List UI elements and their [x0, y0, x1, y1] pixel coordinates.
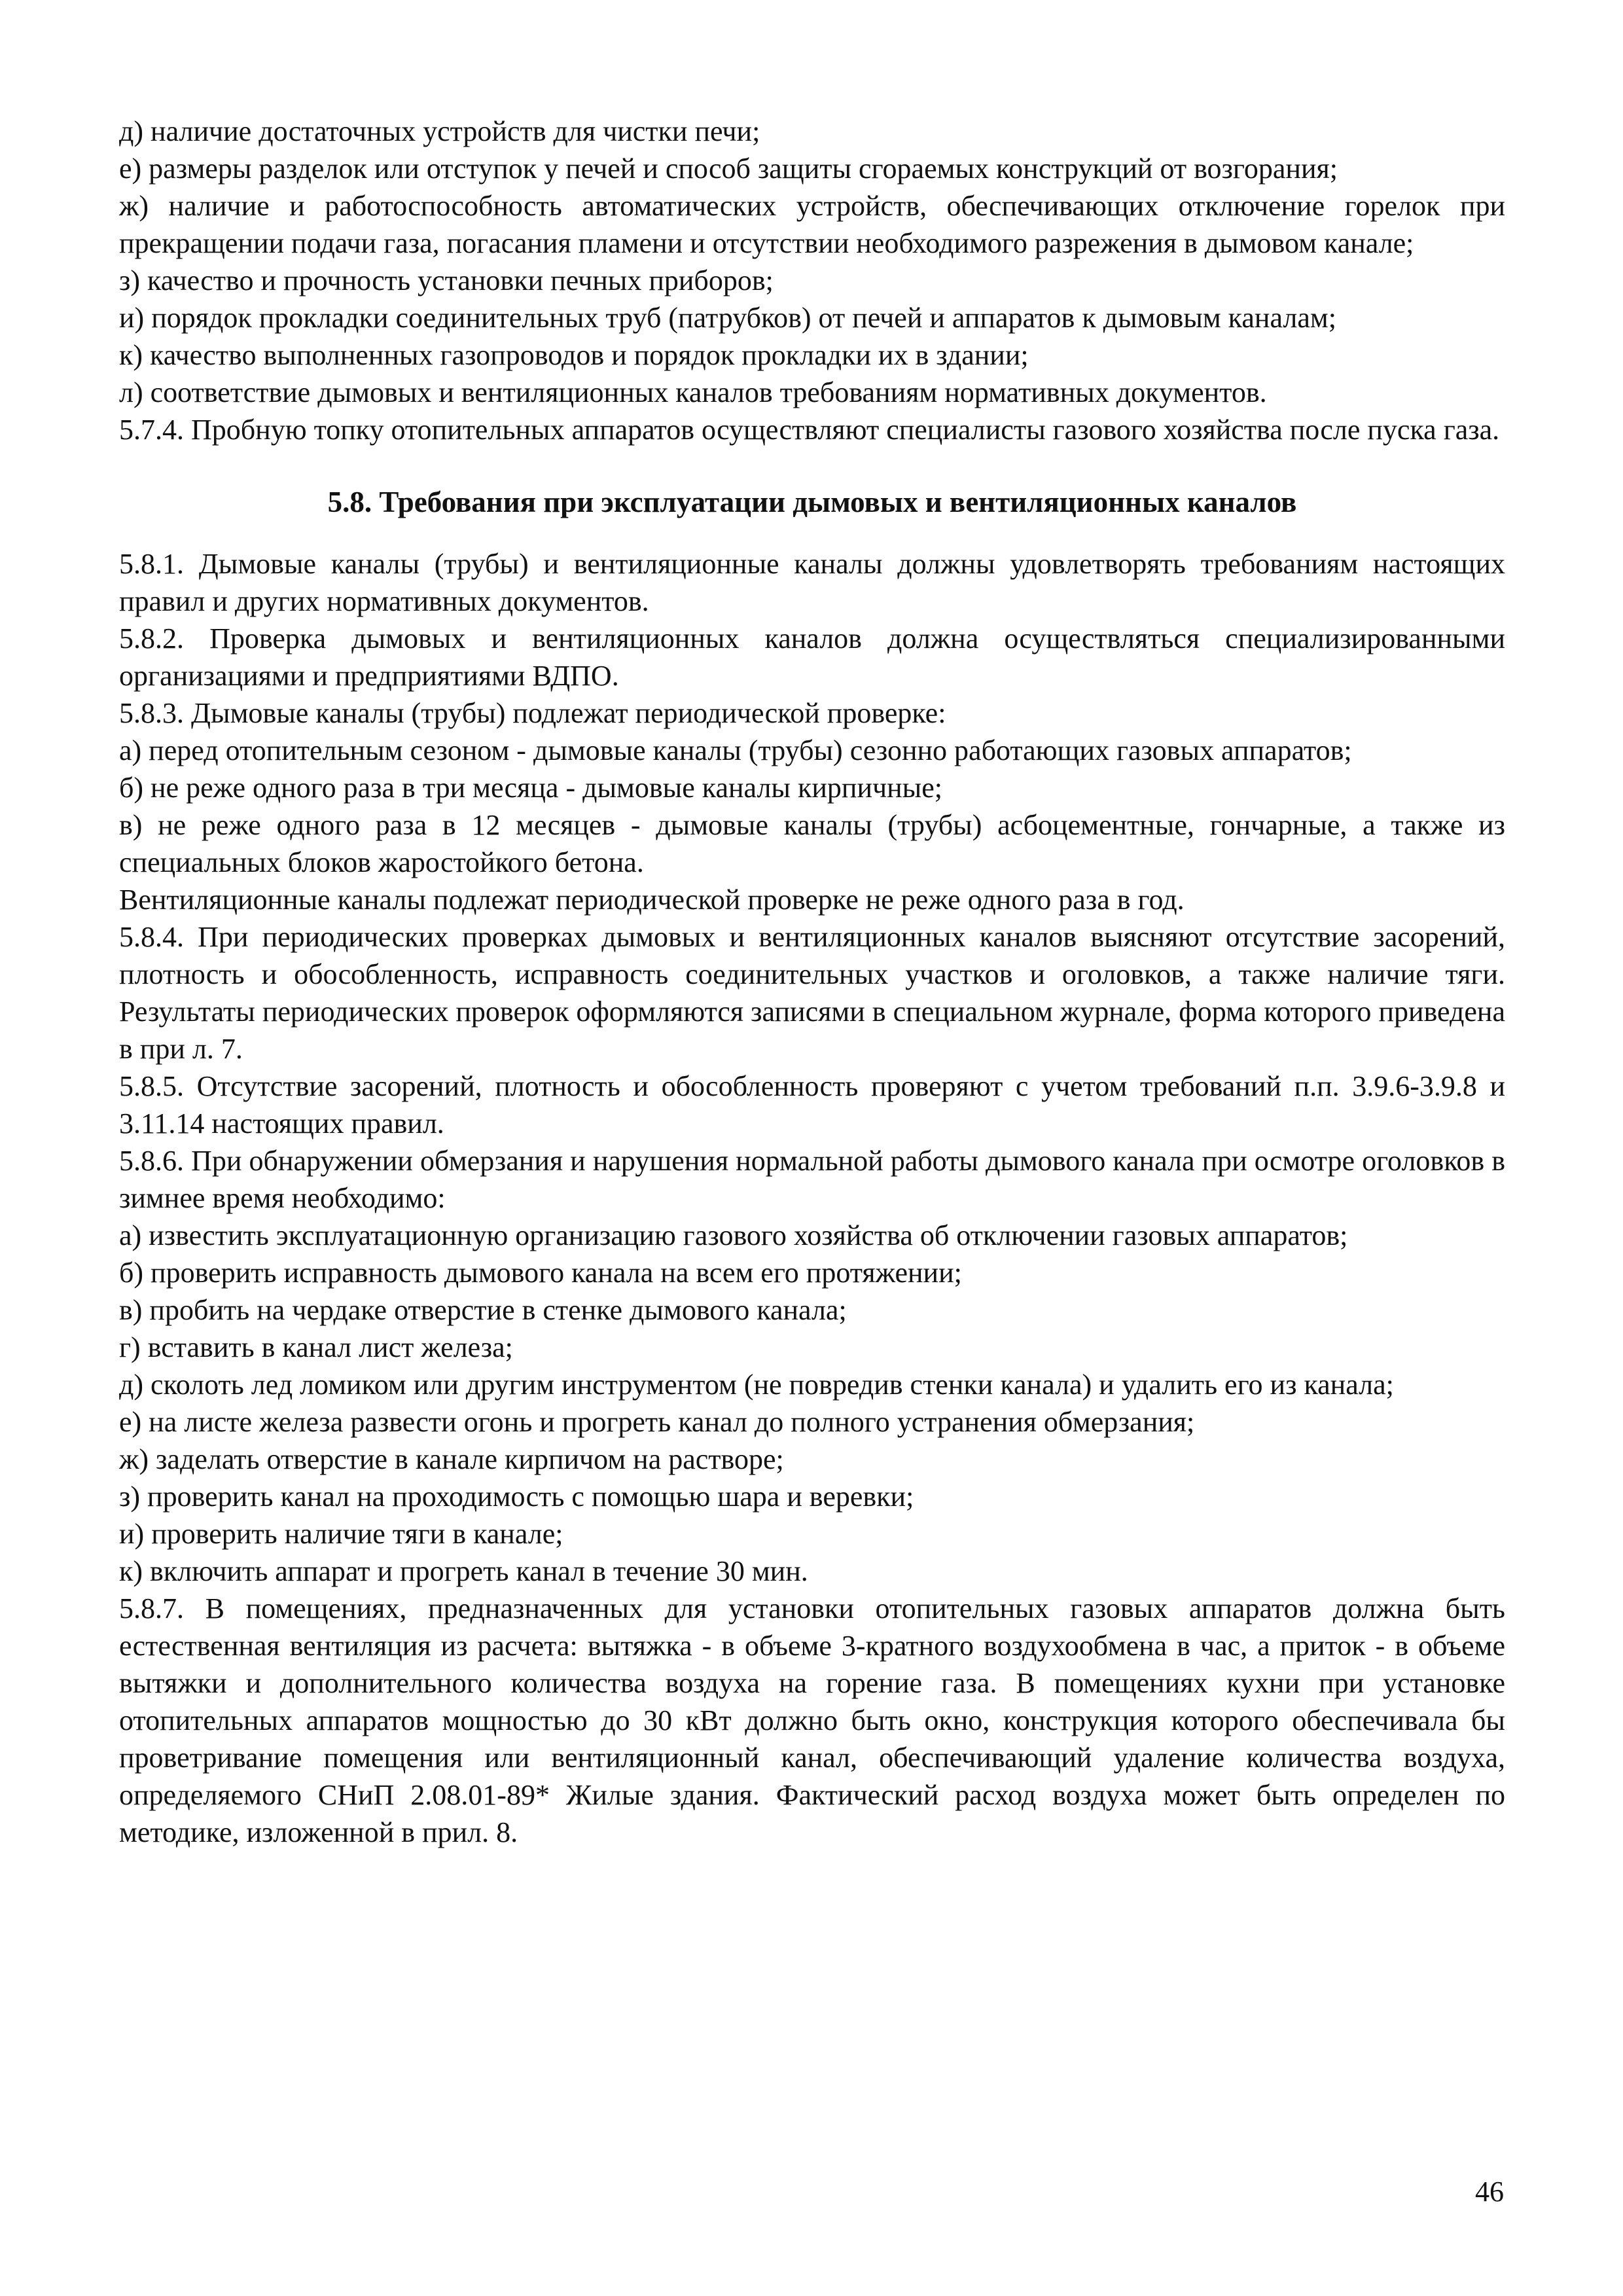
paragraph: б) не реже одного раза в три месяца - дымовые каналы кирпичные;: [119, 772, 942, 804]
section-body: [119, 545, 1505, 1851]
paragraph: е) размеры разделок или отступок у печей и способ защиты сгораемых конструкций от возгорания;: [119, 152, 1338, 185]
top-list: [119, 113, 1505, 448]
paragraph: ж) наличие и работоспособность автоматических устройств, обеспечивающих отключение горелок при прекращении подачи газа, погасания пламени и отсутствии необходимого разрежения в дымовом канале;: [119, 190, 1505, 259]
paragraph: д) наличие достаточных устройств для чистки печи;: [119, 115, 760, 147]
paragraph: 5.8.4. При периодических проверках дымовых и вентиляционных каналов выясняют отсутствие засорений, плотность и обособленность, исправность соединительных участков и оголовков, а также наличие тяги. Результаты периодических проверок оформляются записями в специальном журнале, форма которого приведена в при л. 7.: [119, 921, 1505, 1065]
paragraph: а) известить эксплуатационную организацию газового хозяйства об отключении газовых аппаратов;: [119, 1219, 1348, 1251]
paragraph: к) качество выполненных газопроводов и порядок прокладки их в здании;: [119, 339, 1029, 371]
paragraph: г) вставить в канал лист железа;: [119, 1331, 513, 1363]
page-number: 46: [1475, 2176, 1504, 2208]
paragraph: и) порядок прокладки соединительных труб (патрубков) от печей и аппаратов к дымовым каналам;: [119, 302, 1336, 334]
paragraph: в) не реже одного раза в 12 месяцев - дымовые каналы (трубы) асбоцементные, гончарные, а также из специальных блоков жаростойкого бетона.: [119, 809, 1505, 878]
paragraph: л) соответствие дымовых и вентиляционных каналов требованиям нормативных документов.: [119, 376, 1267, 408]
paragraph: Вентиляционные каналы подлежат периодической проверке не реже одного раза в год.: [119, 884, 1185, 916]
paragraph: ж) заделать отверстие в канале кирпичом на растворе;: [119, 1443, 784, 1475]
paragraph: 5.8.2. Проверка дымовых и вентиляционных каналов должна осуществляться специализированными организациями и предприятиями ВДПО.: [119, 622, 1505, 692]
paragraph: а) перед отопительным сезоном - дымовые каналы (трубы) сезонно работающих газовых аппаратов;: [119, 734, 1352, 766]
paragraph: 5.8.6. При обнаружении обмерзания и нарушения нормальной работы дымового канала при осмотре оголовков в зимнее время необходимо:: [119, 1145, 1505, 1214]
paragraph: 5.8.1. Дымовые каналы (трубы) и вентиляционные каналы должны удовлетворять требованиям настоящих правил и других нормативных документов.: [119, 548, 1505, 617]
paragraph: з) проверить канал на проходимость с помощью шара и веревки;: [119, 1480, 914, 1513]
paragraph: 5.7.4. Пробную топку отопительных аппаратов осуществляют специалисты газового хозяйства после пуска газа.: [119, 414, 1500, 446]
paragraph: и) проверить наличие тяги в канале;: [119, 1518, 563, 1550]
paragraph: к) включить аппарат и прогреть канал в течение 30 мин.: [119, 1555, 808, 1587]
paragraph: б) проверить исправность дымового канала на всем его протяжении;: [119, 1257, 962, 1289]
paragraph: е) на листе железа развести огонь и прогреть канал до полного устранения обмерзания;: [119, 1406, 1195, 1438]
paragraph: д) сколоть лед ломиком или другим инструментом (не повредив стенки канала) и удалить его из канала;: [119, 1369, 1394, 1401]
section-title: 5.8. Требования при эксплуатации дымовых и вентиляционных каналов: [327, 486, 1297, 518]
paragraph: 5.8.3. Дымовые каналы (трубы) подлежат периодической проверке:: [119, 697, 946, 729]
paragraph: в) пробить на чердаке отверстие в стенке дымового канала;: [119, 1294, 847, 1326]
paragraph: з) качество и прочность установки печных приборов;: [119, 264, 774, 296]
paragraph: 5.8.7. В помещениях, предназначенных для установки отопительных газовых аппаратов должна быть естественная вентиляция из расчета: вытяжка - в объеме 3-кратного воздухообмена в час, а приток - в объеме вытяжки и дополнительного количества воздуха на горение газа. В помещениях кухни при установке отопительных аппаратов мощностью до 30 кВт должно быть окно, конструкция которого обеспечивала бы проветривание помещения или вентиляционный канал, обеспечивающий удаление количества воздуха, определяемого СНиП 2.08.01-89* Жилые здания. Фактический расход воздуха может быть определен по методике, изложенной в прил. 8.: [119, 1592, 1505, 1848]
paragraph: 5.8.5. Отсутствие засорений, плотность и обособленность проверяют с учетом требований п.п. 3.9.6-3.9.8 и 3.11.14 настоящих правил.: [119, 1070, 1505, 1139]
